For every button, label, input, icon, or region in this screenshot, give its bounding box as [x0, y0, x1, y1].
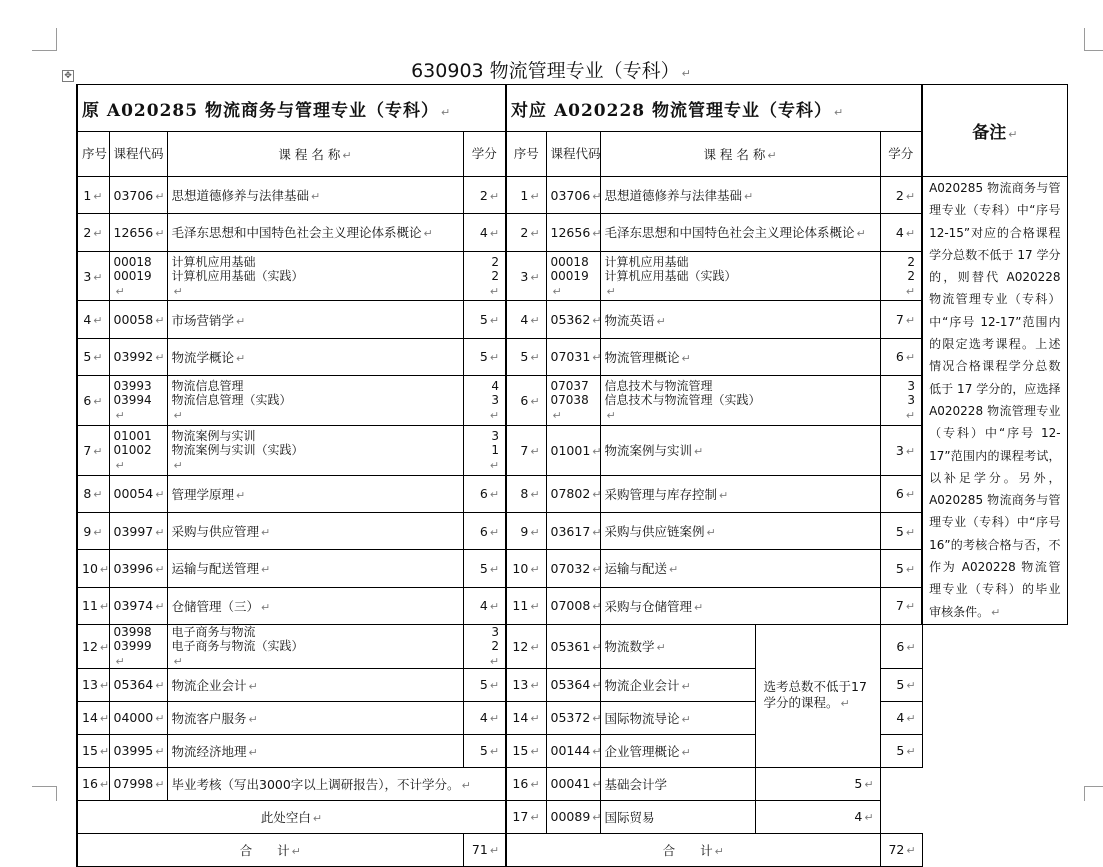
name-cell: 毛泽东思想和中国特色社会主义理论体系概论 ↵ — [167, 214, 463, 251]
code-cell: 12656 ↵ — [546, 214, 600, 251]
credit-cell: 6 ↵ — [880, 475, 922, 512]
code-cell: 03617 ↵ — [546, 512, 600, 549]
seq-cell: 6 ↵ — [77, 376, 109, 426]
code-cell: 01001 01002 ↵ — [109, 425, 167, 475]
remark-header: 备注 ↵ — [922, 85, 1067, 177]
table-row — [77, 587, 1067, 624]
code-cell: 03992 ↵ — [109, 338, 167, 375]
col-seq-header: 序号 — [506, 132, 546, 177]
seq-cell: 8 ↵ — [506, 475, 546, 512]
credit-cell: 5 ↵ — [463, 550, 506, 587]
total-label: 合 计 ↵ — [77, 833, 463, 866]
credit-cell: 6 ↵ — [463, 512, 506, 549]
credit-cell: 3 2 ↵ — [463, 624, 506, 668]
credit-cell: 5 ↵ — [755, 767, 880, 800]
credit-cell: 2 2 ↵ — [463, 251, 506, 301]
credit-cell: 7 ↵ — [880, 587, 922, 624]
name-cell: 采购与供应链案例 ↵ — [600, 512, 880, 549]
seq-cell: 3 ↵ — [77, 251, 109, 301]
credit-cell: 3 3 ↵ — [880, 376, 922, 426]
credit-cell: 5 ↵ — [463, 338, 506, 375]
code-cell: 07008 ↵ — [546, 587, 600, 624]
name-cell: 物流经济地理 ↵ — [167, 734, 463, 767]
name-cell: 电子商务与物流 电子商务与物流（实践） ↵ — [167, 624, 463, 668]
seq-cell: 1 ↵ — [77, 177, 109, 214]
name-cell: 毛泽东思想和中国特色社会主义理论体系概论 ↵ — [600, 214, 880, 251]
code-cell: 00058 ↵ — [109, 301, 167, 338]
seq-cell: 4 ↵ — [506, 301, 546, 338]
total-label: 合 计 ↵ — [506, 833, 880, 866]
code-cell: 00018 00019 ↵ — [546, 251, 600, 301]
credit-cell: 6 ↵ — [880, 338, 922, 375]
code-cell: 03996 ↵ — [109, 550, 167, 587]
credit-cell: 5 ↵ — [880, 734, 922, 767]
seq-cell: 12 ↵ — [506, 624, 546, 668]
code-cell: 00089 ↵ — [546, 800, 600, 833]
code-cell: 00041 ↵ — [546, 767, 600, 800]
code-cell: 05361 ↵ — [546, 624, 600, 668]
credit-cell: 5 ↵ — [880, 668, 922, 701]
code-cell: 00144 ↵ — [546, 734, 600, 767]
name-cell: 物流案例与实训 物流案例与实训（实践） ↵ — [167, 425, 463, 475]
table-row — [77, 701, 1067, 734]
page-title: 630903 物流管理专业（专科） ↵ — [411, 60, 691, 82]
code-cell: 07998 ↵ — [109, 767, 167, 800]
name-cell: 物流数学 ↵ — [600, 624, 755, 668]
name-cell: 信息技术与物流管理 信息技术与物流管理（实践） ↵ — [600, 376, 880, 426]
seq-cell: 16 ↵ — [77, 767, 109, 800]
name-cell: 物流英语 ↵ — [600, 301, 880, 338]
credit-cell: 5 ↵ — [880, 512, 922, 549]
code-cell: 03995 ↵ — [109, 734, 167, 767]
credit-cell: 7 ↵ — [880, 301, 922, 338]
page-corner-mark — [32, 786, 57, 801]
table-row — [77, 425, 1067, 475]
seq-cell: 9 ↵ — [506, 512, 546, 549]
course-mapping-table — [76, 84, 1068, 867]
remark-cell: A020285 物流商务与管理专业（专科）中“序号 12-15”对应的合格课程学分总数不低于 17 学分的，则替代 A020228 物流管理专业（专科）中“序号 12-17”范围内的限定选考课程。上述情况合格课程学分总数低于 17 学分的，应选择 A020228 物流管理专业（专科）中“序号 12-17”范围内的课程考试，以补足学分。另外，A020285 物流商务与管理专业（专科）中“序号 16”的考核合格与否，不作为 A020228 物流管理专业（专科）的毕业审核条件。 ↵ — [922, 177, 1067, 625]
name-cell: 运输与配送 ↵ — [600, 550, 880, 587]
code-cell: 07031 ↵ — [546, 338, 600, 375]
name-cell: 毕业考核（写出3000字以上调研报告），不计学分。 ↵ — [167, 767, 506, 800]
page-corner-mark — [32, 28, 57, 51]
table-row — [77, 475, 1067, 512]
seq-cell: 9 ↵ — [77, 512, 109, 549]
name-cell: 物流信息管理 物流信息管理（实践） ↵ — [167, 376, 463, 426]
credit-cell: 5 ↵ — [880, 550, 922, 587]
code-cell: 05364 ↵ — [546, 668, 600, 701]
seq-cell: 13 ↵ — [77, 668, 109, 701]
name-cell: 仓储管理（三） ↵ — [167, 587, 463, 624]
name-cell: 计算机应用基础 计算机应用基础（实践） ↵ — [167, 251, 463, 301]
seq-cell: 14 ↵ — [506, 701, 546, 734]
code-cell: 05372 ↵ — [546, 701, 600, 734]
credit-cell: 4 ↵ — [880, 701, 922, 734]
seq-cell: 13 ↵ — [506, 668, 546, 701]
name-cell: 采购与供应管理 ↵ — [167, 512, 463, 549]
page-corner-mark — [1084, 28, 1103, 51]
name-cell: 物流学概论 ↵ — [167, 338, 463, 375]
code-cell: 03993 03994 ↵ — [109, 376, 167, 426]
code-cell: 07802 ↵ — [546, 475, 600, 512]
seq-cell: 1 ↵ — [506, 177, 546, 214]
seq-cell: 2 ↵ — [77, 214, 109, 251]
seq-cell: 7 ↵ — [506, 425, 546, 475]
page-corner-mark — [1084, 786, 1103, 801]
code-cell: 04000 ↵ — [109, 701, 167, 734]
name-cell: 采购管理与库存控制 ↵ — [600, 475, 880, 512]
seq-cell: 8 ↵ — [77, 475, 109, 512]
name-cell: 运输与配送管理 ↵ — [167, 550, 463, 587]
name-cell: 物流管理概论 ↵ — [600, 338, 880, 375]
col-credit-header: 学分 — [463, 132, 506, 177]
seq-cell: 5 ↵ — [77, 338, 109, 375]
name-cell: 基础会计学 — [600, 767, 755, 800]
seq-cell: 6 ↵ — [506, 376, 546, 426]
seq-cell: 11 ↵ — [506, 587, 546, 624]
name-cell: 管理学原理 ↵ — [167, 475, 463, 512]
credit-cell: 2 ↵ — [463, 177, 506, 214]
table-row — [77, 251, 1067, 301]
credit-cell: 5 ↵ — [463, 734, 506, 767]
table-row — [77, 512, 1067, 549]
name-cell: 国际贸易 — [600, 800, 755, 833]
col-credit-header: 学分 — [880, 132, 922, 177]
name-cell: 计算机应用基础 计算机应用基础（实践） ↵ — [600, 251, 880, 301]
seq-cell: 12 ↵ — [77, 624, 109, 668]
name-cell: 物流案例与实训 ↵ — [600, 425, 880, 475]
seq-cell: 14 ↵ — [77, 701, 109, 734]
credit-cell: 3 ↵ — [880, 425, 922, 475]
table-move-handle-icon[interactable]: ✥ — [62, 70, 74, 82]
code-cell: 05362 ↵ — [546, 301, 600, 338]
code-cell: 05364 ↵ — [109, 668, 167, 701]
name-cell: 企业管理概论 ↵ — [600, 734, 755, 767]
seq-cell: 15 ↵ — [77, 734, 109, 767]
right-header: 对应 A020228 物流管理专业（专科） ↵ — [506, 85, 922, 132]
seq-cell: 10 ↵ — [506, 550, 546, 587]
left-total-credit: 71 ↵ — [463, 833, 506, 866]
seq-cell: 10 ↵ — [77, 550, 109, 587]
table-row — [77, 177, 1067, 214]
code-cell: 03706 ↵ — [546, 177, 600, 214]
name-cell: 物流客户服务 ↵ — [167, 701, 463, 734]
code-cell: 03706 ↵ — [109, 177, 167, 214]
name-cell: 思想道德修养与法律基础 ↵ — [167, 177, 463, 214]
credit-cell: 4 3 ↵ — [463, 376, 506, 426]
seq-cell: 4 ↵ — [77, 301, 109, 338]
code-cell: 03997 ↵ — [109, 512, 167, 549]
seq-cell: 15 ↵ — [506, 734, 546, 767]
credit-cell: 4 ↵ — [463, 701, 506, 734]
name-cell: 物流企业会计 ↵ — [167, 668, 463, 701]
name-cell: 采购与仓储管理 ↵ — [600, 587, 880, 624]
table-row — [77, 624, 1067, 668]
code-cell: 03974 ↵ — [109, 587, 167, 624]
table-row — [77, 734, 1067, 767]
table-row — [77, 301, 1067, 338]
credit-cell: 4 ↵ — [463, 587, 506, 624]
credit-cell: 4 ↵ — [880, 214, 922, 251]
table-row — [77, 550, 1067, 587]
blank-note-cell: 此处空白 ↵ — [77, 800, 506, 833]
credit-cell: 4 ↵ — [755, 800, 880, 833]
col-code-header: 课程代码 — [546, 132, 600, 177]
seq-cell: 17 ↵ — [506, 800, 546, 833]
credit-cell: 6 ↵ — [463, 475, 506, 512]
code-cell: 12656 ↵ — [109, 214, 167, 251]
elective-note-cell: 选考总数不低于17学分的课程。 ↵ — [755, 624, 880, 767]
seq-cell: 16 ↵ — [506, 767, 546, 800]
col-name-header: 课 程 名 称 ↵ — [167, 132, 463, 177]
credit-cell: 5 ↵ — [463, 668, 506, 701]
credit-cell: 3 1 ↵ — [463, 425, 506, 475]
col-seq-header: 序号 — [77, 132, 109, 177]
seq-cell: 2 ↵ — [506, 214, 546, 251]
credit-cell: 4 ↵ — [463, 214, 506, 251]
right-total-credit: 72 ↵ — [880, 833, 922, 866]
code-cell: 01001 ↵ — [546, 425, 600, 475]
code-cell: 07032 ↵ — [546, 550, 600, 587]
credit-cell: 5 ↵ — [463, 301, 506, 338]
table-row — [77, 338, 1067, 375]
table-row — [77, 376, 1067, 426]
col-code-header: 课程代码 — [109, 132, 167, 177]
name-cell: 国际物流导论 ↵ — [600, 701, 755, 734]
credit-cell: 2 2 ↵ — [880, 251, 922, 301]
credit-cell: 2 ↵ — [880, 177, 922, 214]
code-cell: 03998 03999 ↵ — [109, 624, 167, 668]
table-row — [77, 214, 1067, 251]
left-header: 原 A020285 物流商务与管理专业（专科） ↵ — [77, 85, 506, 132]
name-cell: 物流企业会计 ↵ — [600, 668, 755, 701]
seq-cell: 5 ↵ — [506, 338, 546, 375]
seq-cell: 3 ↵ — [506, 251, 546, 301]
code-cell: 00018 00019 ↵ — [109, 251, 167, 301]
seq-cell: 11 ↵ — [77, 587, 109, 624]
name-cell: 市场营销学 ↵ — [167, 301, 463, 338]
code-cell: 00054 ↵ — [109, 475, 167, 512]
name-cell: 思想道德修养与法律基础 ↵ — [600, 177, 880, 214]
col-name-header: 课 程 名 称 ↵ — [600, 132, 880, 177]
table-row — [77, 668, 1067, 701]
code-cell: 07037 07038 ↵ — [546, 376, 600, 426]
seq-cell: 7 ↵ — [77, 425, 109, 475]
credit-cell: 6 ↵ — [880, 624, 922, 668]
